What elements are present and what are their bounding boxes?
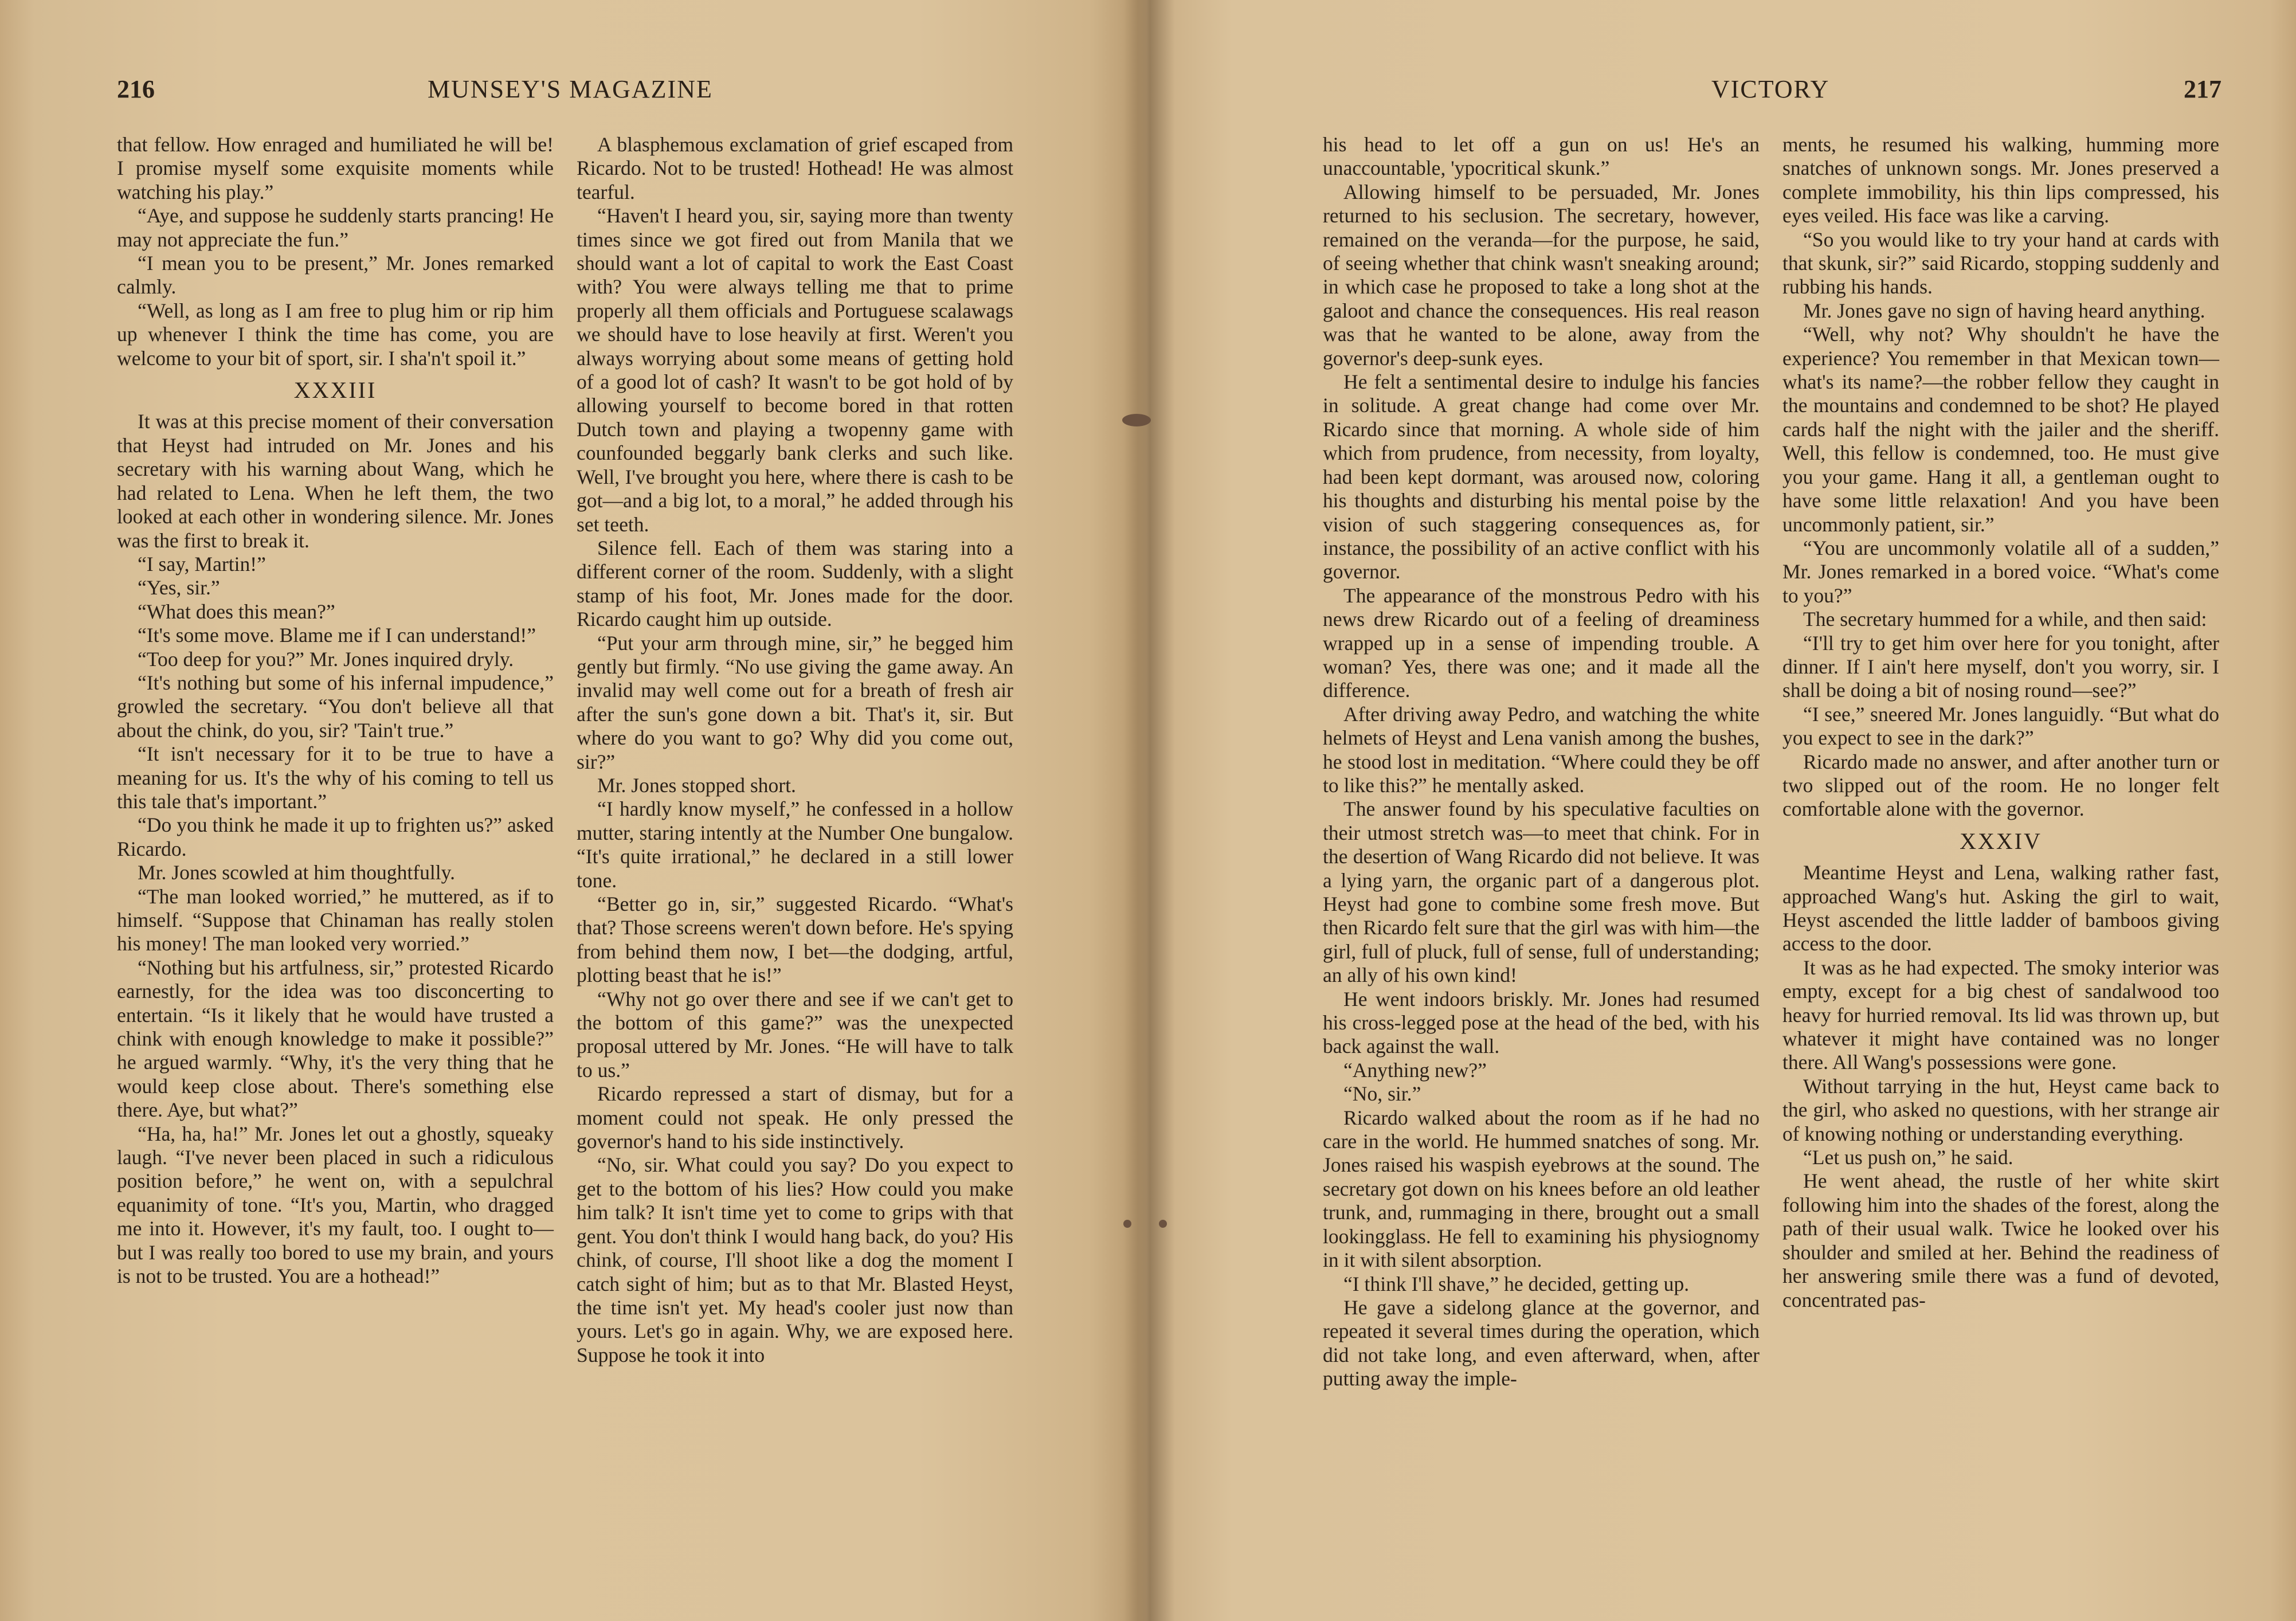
paragraph: ments, he resumed his walking, humming more snatches of unknown songs. Mr. Jones preserved a complete immobility, his thin lips compressed, his eyes veiled. His face was like a carving.	[1782, 133, 2219, 228]
paragraph: Ricardo walked about the room as if he had no care in the world. He hummed snatches of song. Mr. Jones raised his waspish eyebrows at the sound. The secretary got down on his knees before an old leather trunk, and, rummaging in there, brought out a small lookingglass. He fell to examining his physiognomy in it with silent absorption.	[1323, 1106, 1760, 1272]
paragraph: “I hardly know myself,” he confessed in a hollow mutter, staring intently at the Number One bungalow. “It's quite irrational,” he declared in a still lower tone.	[577, 797, 1013, 892]
paragraph: “What does this mean?”	[138, 600, 335, 623]
paragraph: “Haven't I heard you, sir, saying more than twenty times since we got fired out from Manila that we should want a lot of capital to work the East Coast with? You were always telling me that to prime properly all them officials and Portuguese scalawags we should have to lose heavily at first. Weren't you always worrying about some means of getting hold of a good lot of cash? It wasn't to be got hold of by allowing yourself to become bored in that rotten Dutch town and playing a twopenny game with counfounded beggarly bank clerks and such like. Well, I've brought you here, where there is cash to be got—and a big lot, to a moral,” he added through his set teeth.	[577, 204, 1013, 536]
paragraph: “Too deep for you?” Mr. Jones inquired dryly.	[138, 647, 514, 671]
right-page	[1158, 0, 2296, 1621]
paragraph: “The man looked worried,” he muttered, as if to himself. “Suppose that Chinaman has really stolen his money! The man looked very worried.”	[117, 884, 554, 956]
chapter-heading: XXXIV	[1960, 828, 2042, 854]
running-head: MUNSEY'S MAGAZINE	[428, 75, 713, 103]
paragraph: that fellow. How enraged and humiliated he will be! I promise myself some exquisite moments while watching his play.”	[117, 133, 554, 203]
paragraph: It was at this precise moment of their conversation that Heyst had intruded on Mr. Jones and his secretary with his warning about Wang, which he had related to Lena. When he left them, the two looked at each other in wondering silence. Mr. Jones was the first to break it.	[117, 410, 554, 552]
paragraph: “It's some move. Blame me if I can understand!”	[138, 624, 536, 647]
paragraph: The secretary hummed for a while, and then said:	[1803, 608, 2207, 631]
paragraph: He went ahead, the rustle of her white skirt following him into the shades of the forest, along the path of their usual walk. Twice he looked over his shoulder and smiled at her. Behind the readiness of her answering smile there was a fund of devoted, concentrated pas-	[1782, 1169, 2219, 1311]
chapter-heading: XXXIII	[293, 377, 377, 404]
paragraph: “Ha, ha, ha!” Mr. Jones let out a ghostly, squeaky laugh. “I've never been placed in such a ridiculous position before,” he went on, with a sepulchral equanimity of tone. “It's you, Martin, who dragged me into it. However, it's my fault, too. I ought to—but I was really too bored to use my brain, and yours is not to be trusted. You are a hothead!”	[117, 1122, 554, 1288]
paragraph: “I see,” sneered Mr. Jones languidly. “But what do you expect to see in the dark?”	[1782, 702, 2219, 750]
text-column	[577, 133, 1013, 1367]
text-column	[1323, 133, 1760, 1391]
text-column	[1782, 133, 2219, 1312]
paragraph: He went indoors briskly. Mr. Jones had resumed his cross-legged pose at the head of the bed, with his back against the wall.	[1323, 987, 1760, 1058]
paragraph: “So you would like to try your hand at cards with that skunk, sir?” said Ricardo, stopping suddenly and rubbing his hands.	[1782, 228, 2219, 299]
paragraph: his head to let off a gun on us! He's an unaccountable, 'ypocritical skunk.”	[1323, 133, 1760, 180]
paragraph: Without tarrying in the hut, Heyst came back to the girl, who asked no questions, with her strange air of knowing nothing or understanding everything.	[1782, 1074, 2219, 1145]
paragraph: “I think I'll shave,” he decided, getting up.	[1343, 1272, 1690, 1295]
paragraph: “I'll try to get him over here for you tonight, after dinner. If I ain't here myself, don't you worry, sir. I shall be doing a bit of nosing round—see?”	[1782, 631, 2219, 702]
paragraph: “Let us push on,” he said.	[1803, 1146, 2013, 1169]
left-page	[0, 0, 1135, 1621]
paragraph: After driving away Pedro, and watching the white helmets of Heyst and Lena vanish among the bushes, he stood lost in meditation. “Where could they be off to like this?” he mentally asked.	[1323, 702, 1760, 797]
paragraph: The answer found by his speculative faculties on their utmost stretch was—to meet that chink. For in the desertion of Wang Ricardo did not believe. It was a lying yarn, the organic part of a dangerous plot. Heyst had gone to combine some fresh move. But then Ricardo felt sure that the girl was with him—the girl, full of pluck, full of sense, full of understanding; an ally of his own kind!	[1323, 797, 1760, 987]
paragraph: Allowing himself to be persuaded, Mr. Jones returned to his seclusion. The secretary, however, remained on the veranda—for the purpose, he said, of seeing whether that chink wasn't sneaking around; in which case he proposed to take a long shot at the galoot and chance the consequences. His real reason was that he wanted to be alone, away from the governor's deep-sunk eyes.	[1323, 180, 1760, 370]
paragraph: Mr. Jones scowled at him thoughtfully.	[138, 861, 456, 884]
paragraph: A blasphemous exclamation of grief escaped from Ricardo. Not to be trusted! Hothead! He was almost tearful.	[577, 133, 1013, 203]
paragraph: “Well, as long as I am free to plug him or rip him up whenever I think the time has come, you are welcome to your bit of sport, sir. I sha'n't spoil it.”	[117, 299, 554, 370]
paragraph: “Aye, and suppose he suddenly starts prancing! He may not appreciate the fun.”	[117, 204, 554, 251]
paragraph: He gave a sidelong glance at the governor, and repeated it several times during the operation, which did not take long, and even afterward, when, after putting away the imple-	[1323, 1295, 1760, 1391]
paragraph: “You are uncommonly volatile all of a sudden,” Mr. Jones remarked in a bored voice. “What's come to you?”	[1782, 536, 2219, 607]
paragraph: “Why not go over there and see if we can't get to the bottom of this game?” was the unexpected proposal uttered by Mr. Jones. “He will have to talk to us.”	[577, 987, 1013, 1082]
page-number: 216	[117, 75, 155, 103]
paragraph: “It's nothing but some of his infernal impudence,” growled the secretary. “You don't believe all that about the chink, do you, sir? 'Tain't true.”	[117, 671, 554, 742]
paragraph: “Nothing but his artfulness, sir,” protested Ricardo earnestly, for the idea was too disconcerting to entertain. “Is it likely that he would have trusted a chink with enough knowledge to make it possible?” he argued warmly. “Why, it's the very thing that he would keep close about. There's something else there. Aye, but what?”	[117, 956, 554, 1122]
paragraph: “Yes, sir.”	[138, 576, 220, 600]
paragraph: Meantime Heyst and Lena, walking rather fast, approached Wang's hut. Asking the girl to wait, Heyst ascended the little ladder of bamboos giving access to the door.	[1782, 861, 2219, 956]
paragraph: “Anything new?”	[1343, 1058, 1487, 1082]
paragraph: “Do you think he made it up to frighten us?” asked Ricardo.	[117, 813, 554, 860]
paragraph: “Better go in, sir,” suggested Ricardo. “What's that? Those screens weren't down before. He's spying from behind them now, I bet—the dodging, artful, plotting beast that he is!”	[577, 892, 1013, 987]
paragraph: Ricardo made no answer, and after another turn or two slipped out of the room. He no longer felt comfortable alone with the governor.	[1782, 750, 2219, 821]
running-head: VICTORY	[1711, 75, 1830, 103]
paragraph: “No, sir. What could you say? Do you expect to get to the bottom of his lies? How could you make him talk? It isn't time yet to come to grips with that gent. You don't think I would hang back, do you? His chink, of course, I'll shoot like a dog the moment I catch sight of him; but as to that Mr. Blasted Heyst, the time isn't yet. My head's cooler just now than yours. Let's go in again. Why, we are exposed here. Suppose he took it into	[577, 1153, 1013, 1367]
paragraph: The appearance of the monstrous Pedro with his news drew Ricardo out of a feeling of dreaminess wrapped up in a sense of impending trouble. A woman? Yes, there was one; and it made all the difference.	[1323, 584, 1760, 702]
text-column	[117, 133, 554, 1289]
paragraph: Silence fell. Each of them was staring into a different corner of the room. Suddenly, with a slight stamp of his foot, Mr. Jones made for the door. Ricardo caught him up outside.	[577, 536, 1013, 631]
paragraph: “Well, why not? Why shouldn't he have the experience? You remember in that Mexican town—what's its name?—the robber fellow they caught in the mountains and condemned to be shot? He played cards half the night with the jailer and the sheriff. Well, this fellow is condemned, too. He must give you your game. Hang it all, a gentleman ought to have some little relaxation! And you have been uncommonly patient, sir.”	[1782, 323, 2219, 536]
paragraph: Ricardo repressed a start of dismay, but for a moment could not speak. He only pressed the governor's hand to his side instinctively.	[577, 1082, 1013, 1153]
paragraph: “I mean you to be present,” Mr. Jones remarked calmly.	[117, 252, 554, 299]
paragraph: He felt a sentimental desire to indulge his fancies in solitude. A great change had come over Mr. Ricardo since that morning. A whole side of him which from prudence, from necessity, from loyalty, had been kept dormant, was aroused now, coloring his thoughts and disturbing his mental poise by the vision of such staggering consequences as, for instance, the possibility of an active conflict with his governor.	[1323, 370, 1760, 584]
paragraph: Mr. Jones gave no sign of having heard anything.	[1803, 299, 2205, 322]
page-number: 217	[2184, 75, 2221, 103]
paragraph: “No, sir.”	[1343, 1082, 1421, 1106]
paragraph: Mr. Jones stopped short.	[597, 773, 796, 797]
paragraph: “Put your arm through mine, sir,” he begged him gently but firmly. “No use giving the game away. An invalid may well come out for a breath of fresh air after the sun's gone down a bit. That's it, sir. But where do you want to go? Why did you come out, sir?”	[577, 631, 1013, 773]
paragraph: It was as he had expected. The smoky interior was empty, except for a big chest of sandalwood too heavy for hurried removal. Its lid was thrown up, but whatever it might have contained was no longer there. All Wang's possessions were gone.	[1782, 956, 2219, 1074]
paragraph: “It isn't necessary for it to be true to have a meaning for us. It's the why of his coming to tell us this tale that's important.”	[117, 742, 554, 813]
paragraph: “I say, Martin!”	[138, 552, 266, 575]
